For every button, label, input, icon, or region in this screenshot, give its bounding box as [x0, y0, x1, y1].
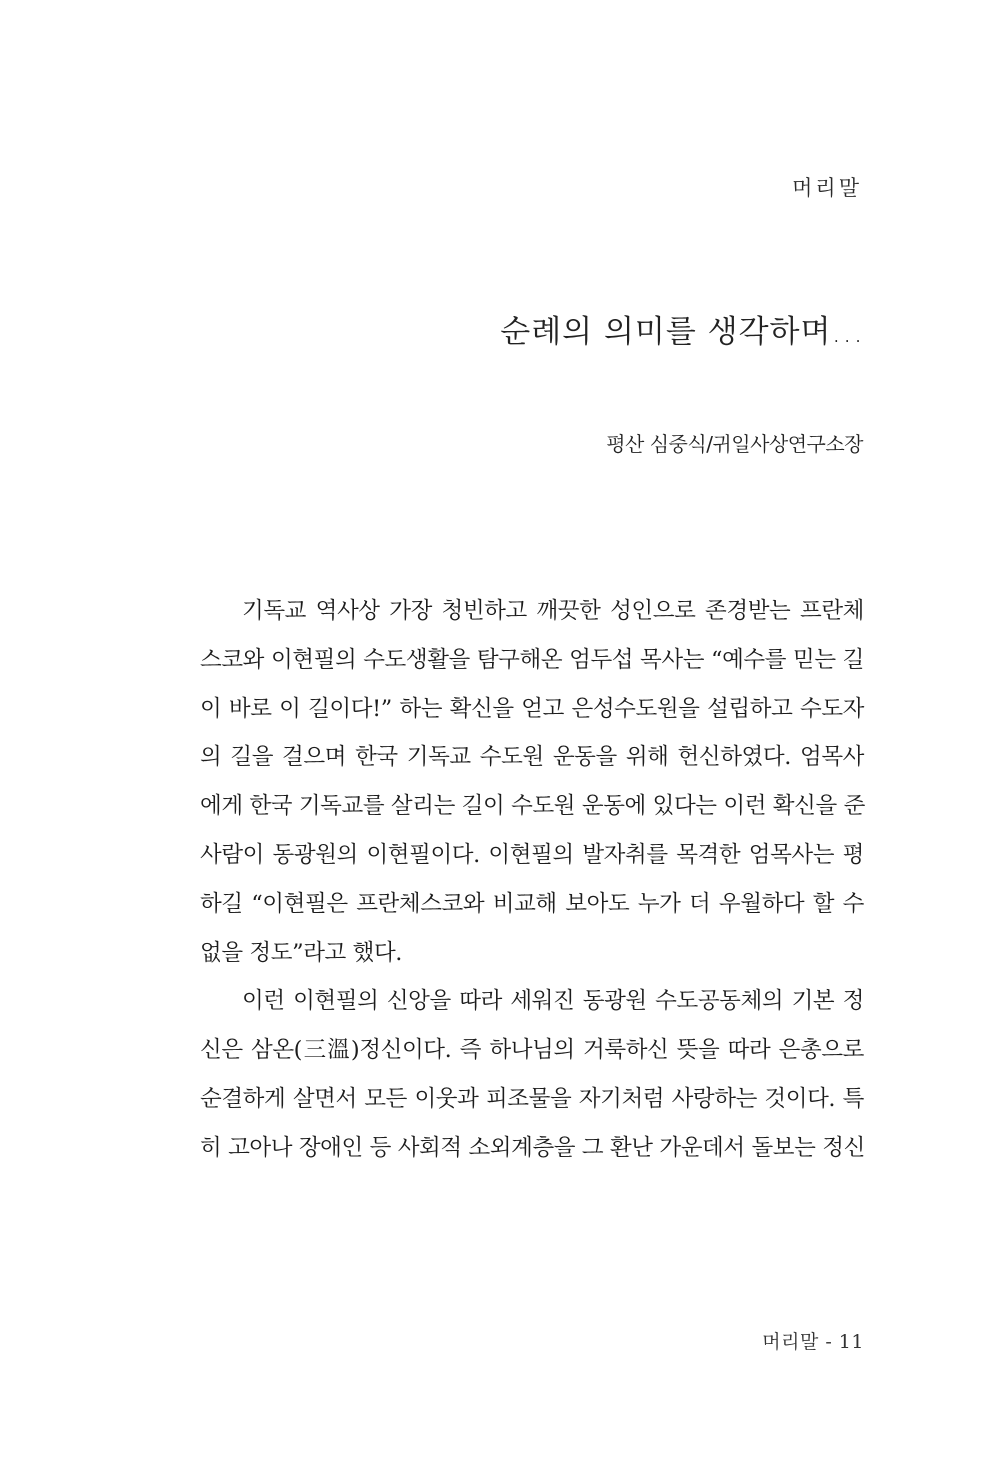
paragraph-1-line-2: 스코와 이현필의 수도생활을 탐구해온 엄두섭 목사는 “예수를 믿는 길 [200, 646, 864, 673]
page-footer: 머리말 - 11 [762, 1331, 864, 1353]
section-label: 머리말 [792, 176, 862, 200]
paragraph-1-line-7: 하길 “이현필은 프란체스코와 비교해 보아도 누가 더 우월하다 할 수 [200, 890, 864, 917]
paragraph-1-line-3: 이 바로 이 길이다!” 하는 확신을 얻고 은성수도원을 설립하고 수도자 [200, 695, 864, 722]
paragraph-1-line-5: 에게 한국 기독교를 살리는 길이 수도원 운동에 있다는 이런 확신을 준 [200, 793, 865, 820]
paragraph-1-line-6: 사람이 동광원의 이현필이다. 이현필의 발자취를 목격한 엄목사는 평 [200, 841, 864, 868]
paragraph-1-line-4: 의 길을 걸으며 한국 기독교 수도원 운동을 위해 헌신하였다. 엄목사 [200, 744, 864, 771]
paragraph-1-line-8: 없을 정도”라고 했다. [200, 939, 403, 966]
paragraph-2-line-1: 이런 이현필의 신앙을 따라 세워진 동광원 수도공동체의 기본 정 [242, 988, 864, 1015]
author-line: 평산 심중식/귀일사상연구소장 [606, 432, 863, 456]
paragraph-1-line-1: 기독교 역사상 가장 청빈하고 깨끗한 성인으로 존경받는 프란체 [242, 598, 864, 624]
page-title: 순례의 의미를 생각하며... [500, 314, 864, 350]
paragraph-2-line-2: 신은 삼온(三溫)정신이다. 즉 하나님의 거룩하신 뜻을 따라 은총으로 [200, 1037, 864, 1064]
body-text [200, 590, 864, 1176]
paragraph-2-line-3: 순결하게 살면서 모든 이웃과 피조물을 자기처럼 사랑하는 것이다. 특 [200, 1085, 864, 1112]
paragraph-2-line-4: 히 고아나 장애인 등 사회적 소외계층을 그 환난 가운데서 돌보는 정신 [200, 1134, 865, 1161]
